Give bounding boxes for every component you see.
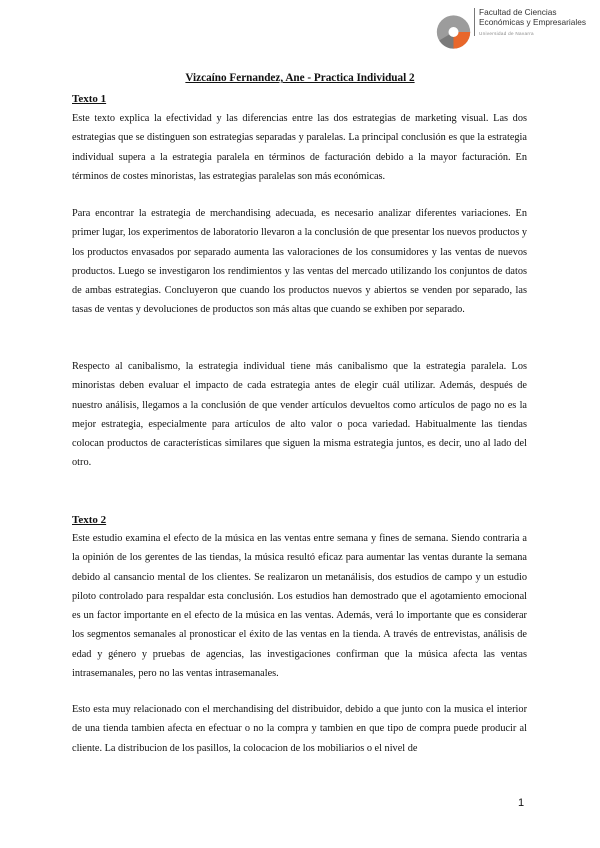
logo-tagline: Universidad de Navarra (479, 30, 534, 36)
document-title: Vizcaíno Fernandez, Ane - Practica Individual 2 (185, 72, 415, 84)
paragraph: Este texto explica la efectividad y las diferencias entre las dos estrategias de marketing visual. Las dos estrategias que se distinguen son estrategias separadas y paralelas. La principal conclusión es que la estrategia individual supera a la estrategia paralela en términos de facturación debido a la mayor facturación. En términos de costes minoristas, las estrategias paralelas son más económicas. (72, 113, 527, 182)
faculty-logo-icon (436, 11, 471, 53)
section-heading-texto-1: Texto 1 (72, 93, 107, 105)
paragraph: Respecto al canibalismo, la estrategia individual tiene más canibalismo que la estrategia paralela. Los minoristas deben evaluar el impacto de cada estrategia antes de elegir cuál utilizar. Además, después de nuestro análisis, llegamos a la conclusión de que vender artículos devueltos como artículos de pago no es la mejor estrategia, especialmente para artículos de alto valor o poca variedad. Habitualmente las tiendas colocan productos de características similares que siguen la misma estrategia juntos, es decir, uno al lado del otro. (72, 361, 527, 469)
paragraph: Este estudio examina el efecto de la música en las ventas entre semana y fines de semana. Siendo contraria a la opinión de los gerentes de las tiendas, la música resultó eficaz para aumentar las ventas durante la semana debido al cansancio mental de los clientes. Se realizaron un metanálisis, dos estudios de campo y un estudio piloto controlado para respaldar esta conclusión. Los estudios han demostrado que el agotamiento emocional es un factor importante en el efecto de la música en las ventas. Además, verá lo importante que es considerar los segmentos semanales al pronosticar el éxito de las ventas en la tienda. A través de entrevistas, análisis de edad y género y pruebas de agencias, las investigaciones confirman que la música afecta las ventas intrasemanales, pero no las ventas intrasemanales. (72, 533, 527, 680)
logo-text (474, 8, 586, 36)
paragraph: Para encontrar la estrategia de merchandising adecuada, es necesario analizar diferentes variaciones. En primer lugar, los experimentos de laboratorio llevaron a la conclusión de que presentar los nuevos productos y los productos envasados por separado aumenta las valoraciones de los consumidores y las ventas de nuevos productos. Luego se investigaron los rendimientos y las ventas del mercado utilizando los conjuntos de datos de ambas estrategias. Concluyeron que cuando los productos nuevos y abiertos se venden por separado, las tasas de ventas y devoluciones de productos son más altas que cuando se exhiben por separado. (72, 208, 527, 316)
paragraph: Esto esta muy relacionado con el merchandising del distribuidor, debido a que junto con la musica el interior de una tienda tambien afecta en efectuar o no la compra y tambien en que tipo de compra puede producir al cliente. La distribucion de los pasillos, la colocacion de los mobiliarios o el nivel de (72, 704, 527, 754)
faculty-logo (436, 8, 586, 62)
page-number: 1 (518, 797, 525, 809)
section-heading-texto-2: Texto 2 (72, 514, 107, 526)
logo-line-2: Económicas y Empresariales (479, 16, 586, 27)
logo-line-1: Facultad de Ciencias (479, 7, 557, 17)
